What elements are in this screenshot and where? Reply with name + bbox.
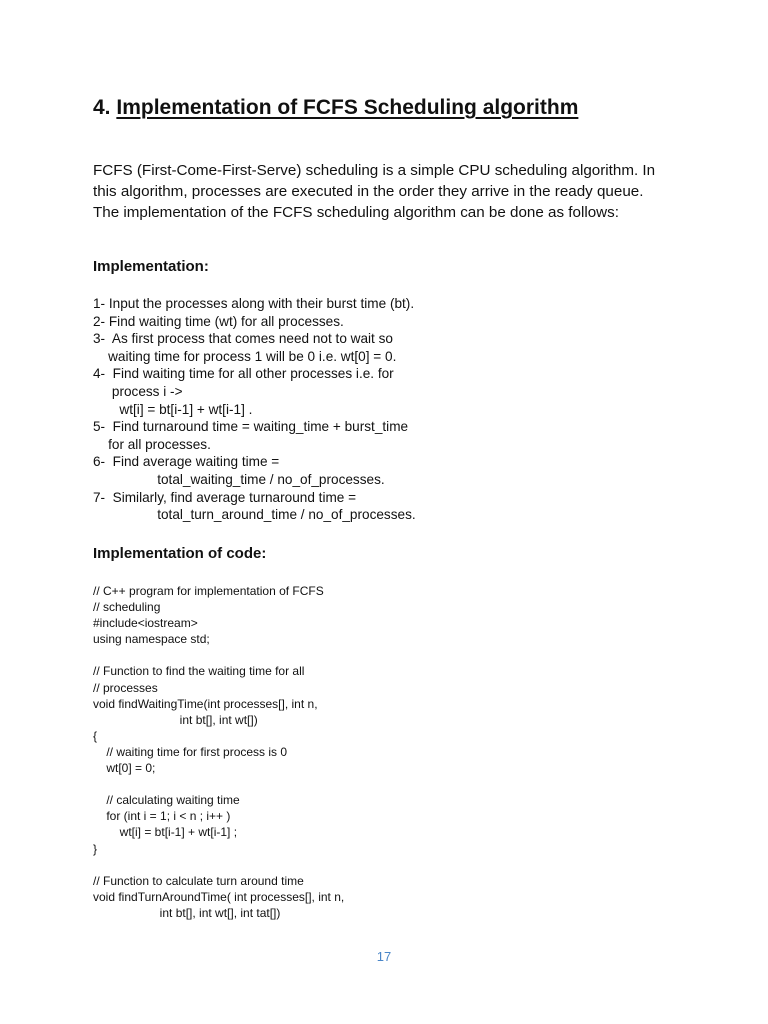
code-line: int bt[], int wt[])	[93, 712, 258, 727]
step-line: total_turn_around_time / no_of_processes.	[93, 507, 416, 523]
code-line: // processes	[93, 680, 158, 695]
step-line: 5- Find turnaround time = waiting_time + burst_time	[93, 419, 409, 435]
code-line: wt[i] = bt[i-1] + wt[i-1] ;	[93, 825, 238, 840]
step-line: waiting time for process 1 will be 0 i.e. wt[0] = 0.	[93, 348, 397, 364]
code-line	[93, 857, 344, 873]
step-line: for all processes.	[93, 436, 211, 452]
code-line: // calculating waiting time	[93, 793, 240, 808]
code-line	[93, 776, 344, 792]
step-line: process i ->	[93, 383, 183, 399]
code-heading: Implementation of code:	[93, 545, 267, 562]
intro-line: The implementation of the FCFS scheduling algorithm can be done as follows:	[93, 204, 619, 221]
code-line: void findWaitingTime(int processes[], int n,	[93, 696, 318, 711]
step-line: 7- Similarly, find average turnaround time =	[93, 489, 357, 505]
step-line: total_waiting_time / no_of_processes.	[93, 471, 385, 487]
step-line: wt[i] = bt[i-1] + wt[i-1] .	[93, 401, 253, 417]
code-line: int bt[], int wt[], int tat[])	[93, 905, 281, 920]
code-line: // scheduling	[93, 600, 161, 615]
step-line: 2- Find waiting time (wt) for all processes.	[93, 313, 344, 329]
code-listing	[93, 583, 344, 921]
section-number: 4.	[93, 96, 111, 119]
intro-line: FCFS (First-Come-First-Serve) scheduling is a simple CPU scheduling algorithm. In	[93, 162, 656, 179]
code-line	[93, 647, 344, 663]
code-line: {	[93, 728, 98, 743]
intro-line: this algorithm, processes are executed in the order they arrive in the ready queue.	[93, 183, 644, 200]
intro-paragraph	[93, 160, 673, 223]
code-line: for (int i = 1; i < n ; i++ )	[93, 809, 231, 824]
implementation-steps	[93, 295, 416, 524]
step-line: 1- Input the processes along with their burst time (bt).	[93, 296, 415, 311]
code-line: using namespace std;	[93, 632, 210, 647]
step-line: 4- Find waiting time for all other processes i.e. for	[93, 366, 394, 382]
step-line: 3- As first process that comes need not to wait so	[93, 331, 393, 347]
step-line: 6- Find average waiting time =	[93, 454, 280, 470]
section-title: Implementation of FCFS Scheduling algorithm	[116, 96, 579, 119]
section-heading	[93, 96, 578, 120]
code-line: // C++ program for implementation of FCFS	[93, 584, 324, 598]
code-line: // Function to calculate turn around time	[93, 873, 304, 888]
code-line: }	[93, 841, 98, 856]
code-line: #include<iostream>	[93, 616, 198, 631]
code-line: // Function to find the waiting time for all	[93, 664, 305, 679]
page-number: 17	[376, 949, 392, 964]
code-line: // waiting time for first process is 0	[93, 744, 288, 759]
implementation-heading: Implementation:	[93, 258, 209, 275]
code-line: wt[0] = 0;	[93, 761, 156, 776]
code-line: void findTurnAroundTime( int processes[], int n,	[93, 889, 345, 904]
